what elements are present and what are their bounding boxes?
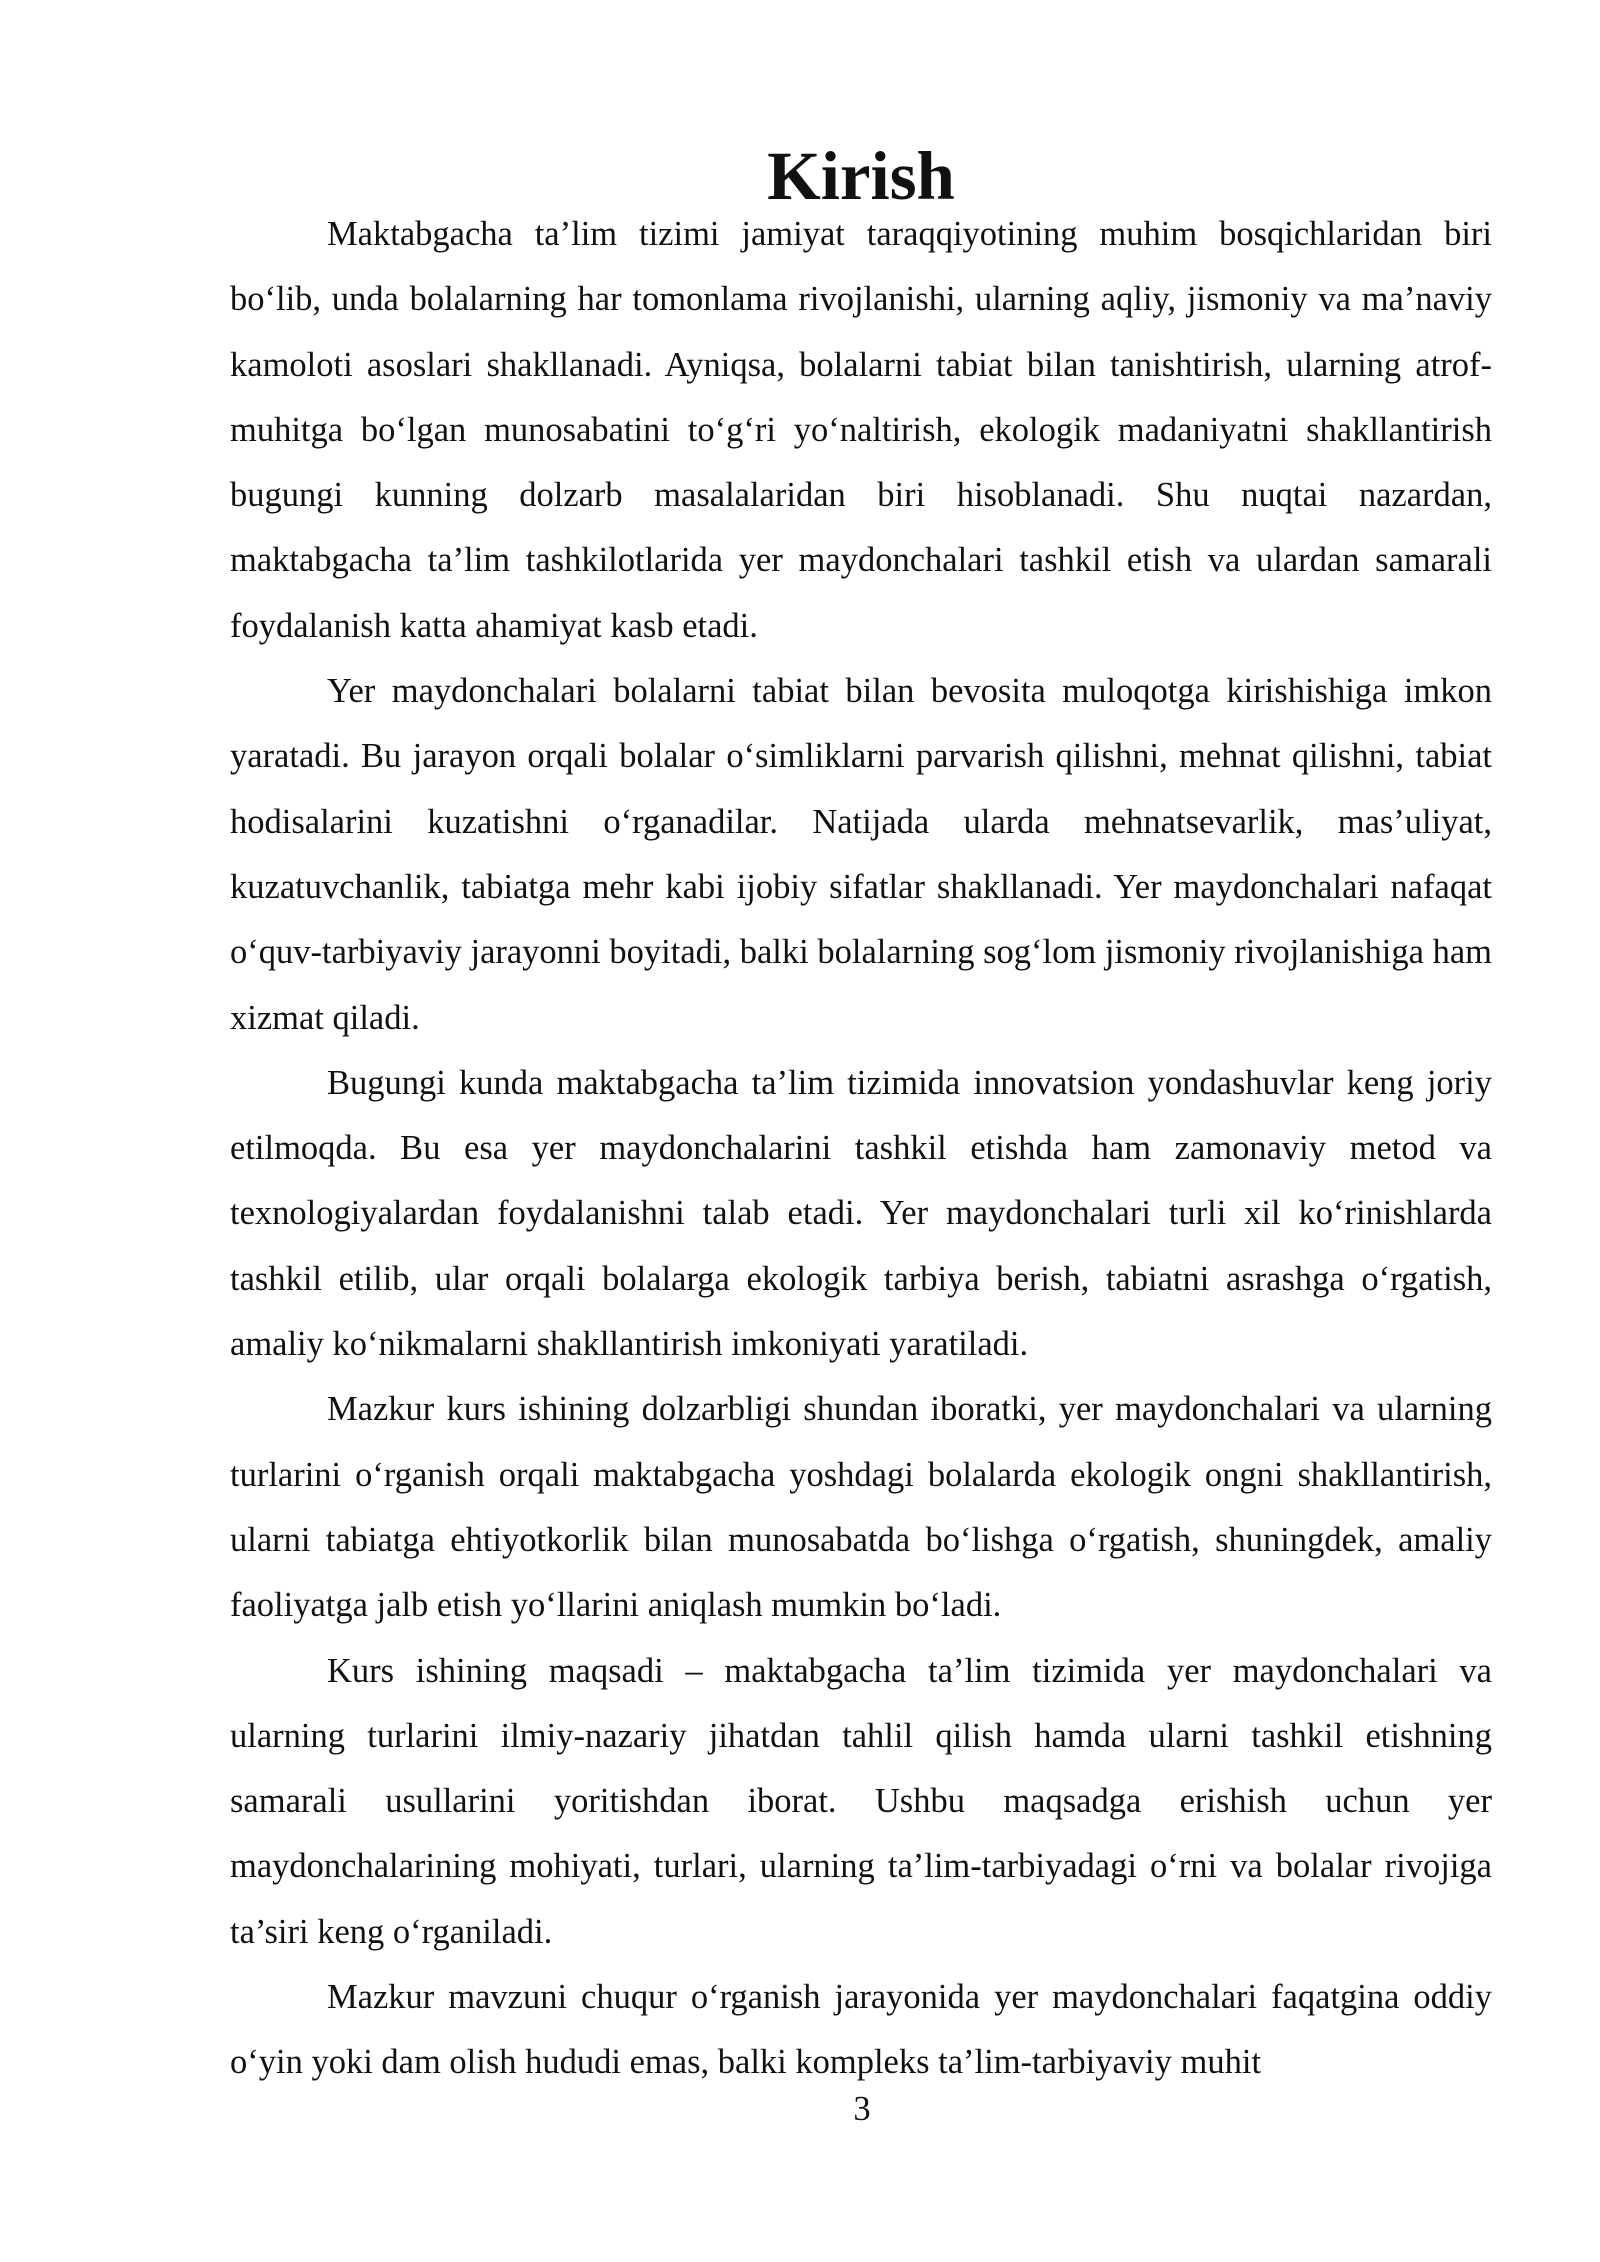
paragraph: Kurs ishining maqsadi – maktabgacha ta’lim tizimida yer maydonchalari va ularning turlarini ilmiy-nazariy jihatdan tahlil qilish hamda ularni tashkil etishning samarali usullarini yoritishdan iborat. Ushbu maqsadga erishish uchun yer maydonchalarining mohiyati, turlari, ularning ta’lim-tarbiyadagi o‘rni va bolalar rivojiga ta’siri keng o‘rganiladi.: [230, 1651, 1492, 1951]
section-title: Kirish: [767, 138, 955, 214]
paragraph: Mazkur mavzuni chuqur o‘rganish jarayonida yer maydonchalari faqatgina oddiy o‘yin yoki dam olish hududi emas, balki kompleks ta’lim-tarbiyaviy muhit: [230, 1978, 1492, 2082]
paragraph: Bugungi kunda maktabgacha ta’lim tizimida innovatsion yondashuvlar keng joriy etilmoqda. Bu esa yer maydonchalarini tashkil etishda ham zamonaviy metod va texnologiyalardan foydalanishni talab etadi. Yer maydonchalari turli xil ko‘rinishlarda tashkil etilib, ular orqali bolalarga ekologik tarbiya berish, tabiatni asrashga o‘rgatish, amaliy ko‘nikmalarni shakllantirish imkoniyati yaratiladi.: [230, 1063, 1492, 1364]
document-body: [230, 138, 1492, 2096]
paragraph: Maktabgacha ta’lim tizimi jamiyat taraqqiyotining muhim bosqichlaridan biri bo‘lib, unda bolalarning har tomonlama rivojlanishi, ularning aqliy, jismoniy va ma’naviy kamoloti asoslari shakllanadi. Ayniqsa, bolalarni tabiat bilan tanishtirish, ularning atrof-muhitga bo‘lgan munosabatini to‘g‘ri yo‘naltirish, ekologik madaniyatni shakllantirish bugungi kunning dolzarb masalalaridan biri hisoblanadi. Shu nuqtai nazardan, maktabgacha ta’lim tashkilotlarida yer maydonchalari tashkil etish va ulardan samarali foydalanish katta ahamiyat kasb etadi.: [230, 215, 1492, 645]
paragraph: Yer maydonchalari bolalarni tabiat bilan bevosita muloqotga kirishishiga imkon yaratadi. Bu jarayon orqali bolalar o‘simliklarni parvarish qilishni, mehnat qilishni, tabiat hodisalarini kuzatishni o‘rganadilar. Natijada ularda mehnatsevarlik, mas’uliyat, kuzatuvchanlik, tabiatga mehr kabi ijobiy sifatlar shakllanadi. Yer maydonchalari nafaqat o‘quv-tarbiyaviy jarayonni boyitadi, balki bolalarning sog‘lom jismoniy rivojlanishiga ham xizmat qiladi.: [230, 672, 1492, 1037]
paragraph: Mazkur kurs ishining dolzarbligi shundan iboratki, yer maydonchalari va ularning turlarini o‘rganish orqali maktabgacha yoshdagi bolalarda ekologik ongni shakllantirish, ularni tabiatga ehtiyotkorlik bilan munosabatda bo‘lishga o‘rgatish, shuningdek, amaliy faoliyatga jalb etish yo‘llarini aniqlash mumkin bo‘ladi.: [230, 1390, 1492, 1625]
page-number: 3: [853, 2090, 871, 2128]
